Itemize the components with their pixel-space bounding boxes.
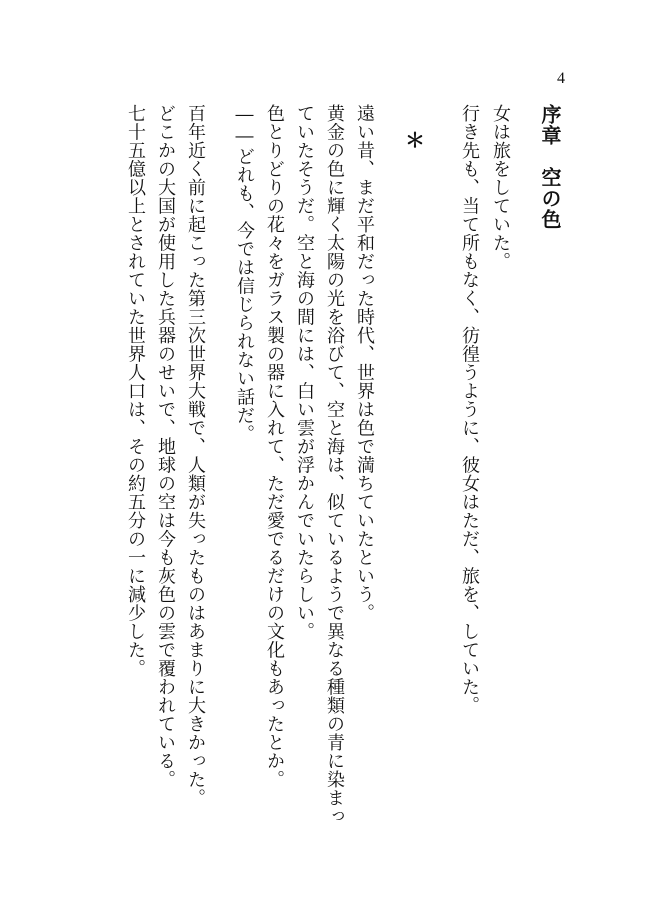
text-line-8: 百年近く前に起こった第三次世界大戦で、人類が失ったものはあまりに大きかった。 xyxy=(185,104,206,807)
text-line-4: 黄金の色に輝く太陽の光を浴びて、空と海は、似ているようで異なる種類の青に染まっ xyxy=(324,104,345,826)
page-number: 4 xyxy=(557,70,565,87)
text-line-3: 遠い昔、まだ平和だった時代、世界は色で満ちていたという。 xyxy=(354,104,375,622)
chapter-title: 序章 空の色 xyxy=(538,104,562,230)
text-line-10: 七十五億以上とされていた世界人口は、その約五分の一に減少した。 xyxy=(125,104,146,678)
text-line-9: どこかの大国が使用した兵器のせいで、地球の空は今も灰色の雲で覆われている。 xyxy=(155,104,176,789)
scene-break-asterisk: ＊ xyxy=(405,128,425,152)
text-line-7: ――どれも、今では信じられない話だ。 xyxy=(234,104,255,443)
text-line-1: 女は旅をしていた。 xyxy=(490,104,511,271)
text-line-2: 行き先も、当て所もなく、彷徨うように、彼女はただ、旅を、していた。 xyxy=(459,104,480,715)
text-line-5: ていたそうだ。空と海の間には、白い雲が浮かんでいたらしい。 xyxy=(294,104,315,641)
text-line-6: 色とりどりの花々をガラス製の器に入れて、ただ愛でるだけの文化もあったとか。 xyxy=(264,104,285,789)
